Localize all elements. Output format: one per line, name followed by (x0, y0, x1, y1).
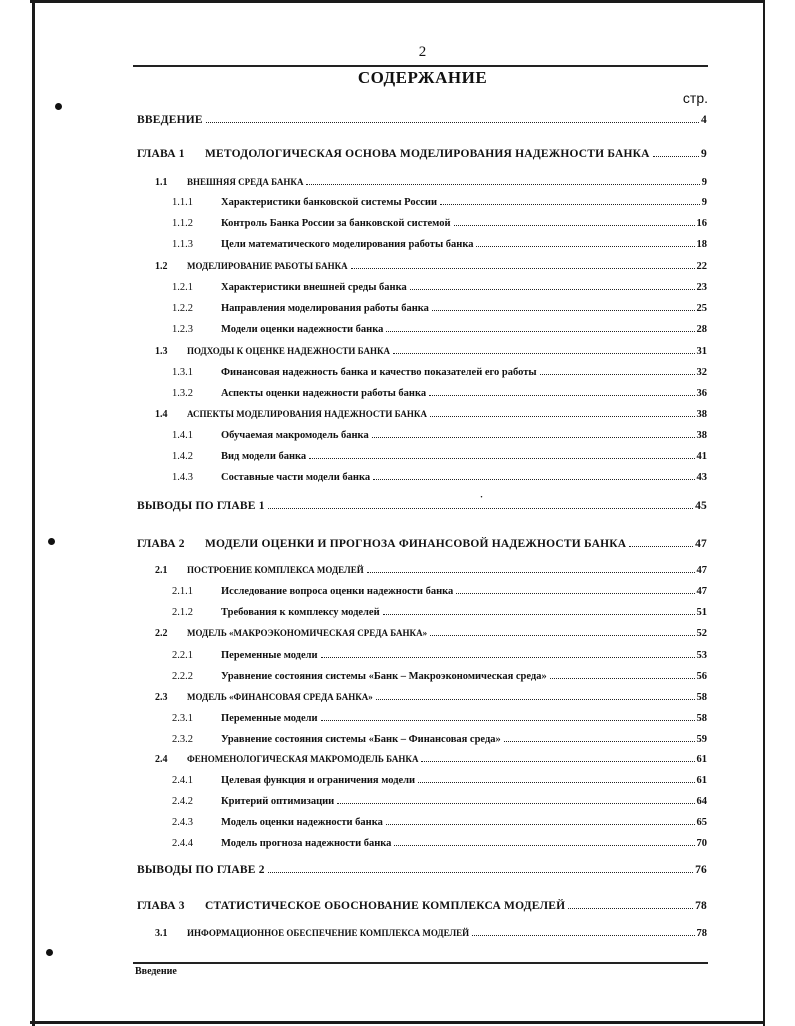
toc-entry-number: 2.4.3 (172, 817, 193, 828)
toc-entry-page: 32 (696, 367, 707, 378)
toc-entry (172, 218, 707, 229)
toc-entry-page: 9 (701, 197, 707, 208)
punch-hole-dot (46, 949, 53, 956)
toc-entry-label: Критерий оптимизации (221, 796, 335, 807)
dot-leader (268, 871, 693, 873)
toc-entry (172, 796, 707, 807)
dot-leader (321, 719, 695, 721)
dot-leader (386, 823, 695, 825)
toc-entry-label: Целевая функция и ограничения модели (221, 775, 416, 786)
toc-entry-page: 38 (696, 430, 707, 441)
toc-entry (137, 864, 707, 876)
toc-entry-number: 2.2.2 (172, 671, 193, 682)
toc-entry-page: 22 (696, 261, 707, 272)
toc-entry-page: 25 (696, 303, 707, 314)
toc-entry-label: АСПЕКТЫ МОДЕЛИРОВАНИЯ НАДЕЖНОСТИ БАНКА (187, 409, 427, 419)
toc-entry (172, 650, 707, 661)
toc-entry-page: 9 (701, 177, 707, 188)
toc-entry-page: 58 (696, 692, 707, 703)
toc-entry-number: ГЛАВА 2 (137, 538, 185, 550)
toc-entry-page: 38 (696, 409, 707, 420)
toc-entry-page: 41 (696, 451, 707, 462)
toc-entry-label: Обучаемая макромодель банка (221, 430, 369, 441)
dot-leader (351, 267, 695, 269)
toc-entry-label: Модель прогноза надежности банка (221, 838, 392, 849)
toc-entry-label: МОДЕЛЬ «МАКРОЭКОНОМИЧЕСКАЯ СРЕДА БАНКА» (187, 628, 428, 638)
toc-entry (137, 500, 707, 512)
toc-entry-page: 47 (695, 538, 707, 550)
dot-leader (629, 545, 693, 547)
toc-entry-number: 1.4.3 (172, 472, 193, 483)
dot-leader (418, 781, 694, 783)
toc-entry-number: 1.2.3 (172, 324, 193, 335)
toc-entry-label: ВВЕДЕНИЕ (137, 114, 203, 126)
toc-entry-number: 2.4.4 (172, 838, 193, 849)
toc-entry (172, 472, 707, 483)
running-footer: Введение (135, 966, 177, 977)
toc-entry (172, 367, 707, 378)
dot-leader (268, 507, 693, 509)
dot-leader (373, 478, 694, 480)
toc-entry-label: Требования к комплексу моделей (221, 607, 380, 618)
toc-entry (172, 817, 707, 828)
dot-leader (321, 656, 695, 658)
toc-entry-page: 18 (696, 239, 707, 250)
toc-entry-page: 52 (696, 628, 707, 639)
punch-hole-dot (55, 103, 62, 110)
dot-leader (386, 330, 694, 332)
toc-entry-number: 2.4.2 (172, 796, 193, 807)
toc-entry-number: 1.2 (155, 261, 168, 272)
toc-entry (155, 692, 707, 703)
toc-entry-label: ПОДХОДЫ К ОЦЕНКЕ НАДЕЖНОСТИ БАНКА (187, 346, 390, 356)
scan-border-bottom (30, 1021, 765, 1024)
toc-entry-label: Составные части модели банка (221, 472, 371, 483)
page-column-label: стр. (682, 90, 708, 106)
dot-leader (367, 571, 695, 573)
toc-entry-label: СТАТИСТИЧЕСКОЕ ОБОСНОВАНИЕ КОМПЛЕКСА МОДЕЛЕЙ (205, 900, 566, 912)
toc-entry-number: 1.4.1 (172, 430, 193, 441)
toc-entry-label: Уравнение состояния системы «Банк – Макроэкономическая среда» (221, 671, 547, 682)
dot-leader (440, 203, 700, 205)
toc-entry-number: 2.2.1 (172, 650, 193, 661)
toc-entry-label: Вид модели банка (221, 451, 307, 462)
toc-entry-number: 1.4 (155, 409, 168, 420)
dot-leader (372, 436, 695, 438)
toc-entry-label: Переменные модели (221, 650, 318, 661)
toc-entry-page: 76 (695, 864, 707, 876)
toc-entry (155, 346, 707, 357)
dot-leader (540, 373, 695, 375)
toc-entry-label: Характеристики банковской системы России (221, 197, 438, 208)
toc-entry-label: ИНФОРМАЦИОННОЕ ОБЕСПЕЧЕНИЕ КОМПЛЕКСА МОДЕЛЕЙ (187, 928, 470, 938)
dot-leader (306, 183, 699, 185)
toc-entry-label: Направления моделирования работы банка (221, 303, 429, 314)
toc-entry-page: 45 (695, 500, 707, 512)
toc-entry-page: 28 (696, 324, 707, 335)
toc-entry-number: 1.1.2 (172, 218, 193, 229)
toc-entry (172, 324, 707, 335)
dot-leader (476, 245, 694, 247)
toc-entry (172, 838, 707, 849)
dot-leader (568, 907, 693, 909)
dot-leader (206, 121, 699, 123)
toc-entry (172, 388, 707, 399)
toc-entry-number: 2.4.1 (172, 775, 193, 786)
toc-entry (137, 538, 707, 550)
toc-entry-number: 2.1.1 (172, 586, 193, 597)
toc-entry (155, 754, 707, 765)
dot-leader (550, 677, 695, 679)
toc-entry-page: 78 (696, 928, 707, 939)
toc-entry-label: Финансовая надежность банка и качество показателей его работы (221, 367, 537, 378)
toc-entry-number: 1.2.2 (172, 303, 193, 314)
toc-entry-page: 4 (701, 114, 707, 126)
toc-entry-label: Модель оценки надежности банка (221, 817, 383, 828)
toc-entry-number: 2.2 (155, 628, 168, 639)
toc-entry-page: 65 (696, 817, 707, 828)
dot-leader (454, 224, 695, 226)
dot-leader (456, 592, 694, 594)
toc-entry-label: ВНЕШНЯЯ СРЕДА БАНКА (187, 177, 304, 187)
dot-leader (653, 155, 699, 157)
toc-entry-page: 36 (696, 388, 707, 399)
toc-entry-page: 47 (696, 586, 707, 597)
toc-entry (137, 148, 707, 160)
punch-hole-dot (48, 538, 55, 545)
dot-leader (383, 613, 695, 615)
toc-entry-label: МОДЕЛИРОВАНИЕ РАБОТЫ БАНКА (187, 261, 348, 271)
dot-leader (394, 844, 694, 846)
toc-entry-number: 2.1.2 (172, 607, 193, 618)
dot-leader (472, 934, 694, 936)
toc-entry-page: 23 (696, 282, 707, 293)
toc-entry (172, 734, 707, 745)
toc-entry-number: 2.4 (155, 754, 168, 765)
scan-border-top (30, 0, 765, 3)
toc-entry-page: 61 (696, 754, 707, 765)
toc-entry-label: ПОСТРОЕНИЕ КОМПЛЕКСА МОДЕЛЕЙ (187, 565, 364, 575)
toc-entry (172, 430, 707, 441)
dot-leader (429, 394, 694, 396)
toc-entry-number: 2.3.1 (172, 713, 193, 724)
toc-entry-page: 70 (696, 838, 707, 849)
toc-entry-label: Аспекты оценки надежности работы банка (221, 388, 427, 399)
toc-entry (155, 261, 707, 272)
toc-entry (155, 565, 707, 576)
dot-leader (430, 634, 694, 636)
toc-entry (172, 607, 707, 618)
toc-entry-number: 1.4.2 (172, 451, 193, 462)
toc-entry-label: ВЫВОДЫ ПО ГЛАВЕ 2 (137, 864, 265, 876)
toc-entry-number: ГЛАВА 3 (137, 900, 185, 912)
toc-entry-number: 2.3 (155, 692, 168, 703)
toc-entry-page: 56 (696, 671, 707, 682)
toc-entry (155, 628, 707, 639)
toc-entry (172, 586, 707, 597)
toc-entry-number: 1.1.1 (172, 197, 193, 208)
toc-entry-number: 1.1 (155, 177, 168, 188)
toc-entry-label: ФЕНОМЕНОЛОГИЧЕСКАЯ МАКРОМОДЕЛЬ БАНКА (187, 754, 419, 764)
toc-entry-page: 58 (696, 713, 707, 724)
toc-entry (172, 303, 707, 314)
toc-entry-number: 2.3.2 (172, 734, 193, 745)
toc-entry-page: 31 (696, 346, 707, 357)
toc-entry-number: 1.3 (155, 346, 168, 357)
dot-leader (504, 740, 695, 742)
toc-entry-label: Контроль Банка России за банковской системой (221, 218, 451, 229)
toc-entry-page: 47 (696, 565, 707, 576)
scan-border-left (32, 0, 35, 1026)
toc-entry (172, 671, 707, 682)
toc-entry-number: 2.1 (155, 565, 168, 576)
dot-leader (430, 415, 695, 417)
toc-entry (155, 177, 707, 188)
dot-leader (421, 760, 694, 762)
toc-entry-label: Цели математического моделирования работы банка (221, 239, 474, 250)
dot-leader (432, 309, 695, 311)
toc-entry (155, 928, 707, 939)
dot-leader (410, 288, 695, 290)
toc-entry-page: 43 (696, 472, 707, 483)
toc-entry (172, 197, 707, 208)
toc-entry-page: 51 (696, 607, 707, 618)
toc-entry-page: 9 (701, 148, 707, 160)
toc-entry-number: 1.3.1 (172, 367, 193, 378)
toc-entry-number: 3.1 (155, 928, 168, 939)
page-title: СОДЕРЖАНИЕ (357, 68, 488, 87)
toc-entry-number: ГЛАВА 1 (137, 148, 185, 160)
dot-leader (309, 457, 694, 459)
toc-entry-page: 64 (696, 796, 707, 807)
toc-entry-page: 53 (696, 650, 707, 661)
toc-entry-page: 78 (695, 900, 707, 912)
toc-entry (137, 114, 707, 126)
toc-entry (172, 239, 707, 250)
toc-entry (172, 282, 707, 293)
scan-speck: · (480, 492, 484, 502)
toc-entry (172, 775, 707, 786)
toc-entry-number: 1.3.2 (172, 388, 193, 399)
toc-entry-label: МОДЕЛЬ «ФИНАНСОВАЯ СРЕДА БАНКА» (187, 692, 373, 702)
toc-entry-label: ВЫВОДЫ ПО ГЛАВЕ 1 (137, 500, 265, 512)
toc-entry-number: 1.2.1 (172, 282, 193, 293)
toc-entry-page: 16 (696, 218, 707, 229)
toc-entry (137, 900, 707, 912)
dot-leader (337, 802, 694, 804)
toc-entry (155, 409, 707, 420)
toc-entry-label: Модели оценки надежности банка (221, 324, 384, 335)
page-number: 2 (418, 44, 427, 60)
toc-entry-label: Исследование вопроса оценки надежности банка (221, 586, 454, 597)
toc-entry-page: 61 (696, 775, 707, 786)
toc-entry-page: 59 (696, 734, 707, 745)
dot-leader (376, 698, 695, 700)
toc-entry-label: МОДЕЛИ ОЦЕНКИ И ПРОГНОЗА ФИНАНСОВОЙ НАДЕЖНОСТИ БАНКА (205, 538, 627, 550)
footer-rule (133, 962, 708, 964)
toc-entry-label: Уравнение состояния системы «Банк – Финансовая среда» (221, 734, 501, 745)
toc-entry-label: МЕТОДОЛОГИЧЕСКАЯ ОСНОВА МОДЕЛИРОВАНИЯ НАДЕЖНОСТИ БАНКА (205, 148, 650, 160)
toc-entry (172, 451, 707, 462)
toc-entry (172, 713, 707, 724)
scan-border-right (763, 0, 765, 1026)
toc-entry-label: Переменные модели (221, 713, 318, 724)
dot-leader (393, 352, 695, 354)
toc-entry-label: Характеристики внешней среды банка (221, 282, 407, 293)
toc-entry-number: 1.1.3 (172, 239, 193, 250)
header-rule (133, 65, 708, 67)
